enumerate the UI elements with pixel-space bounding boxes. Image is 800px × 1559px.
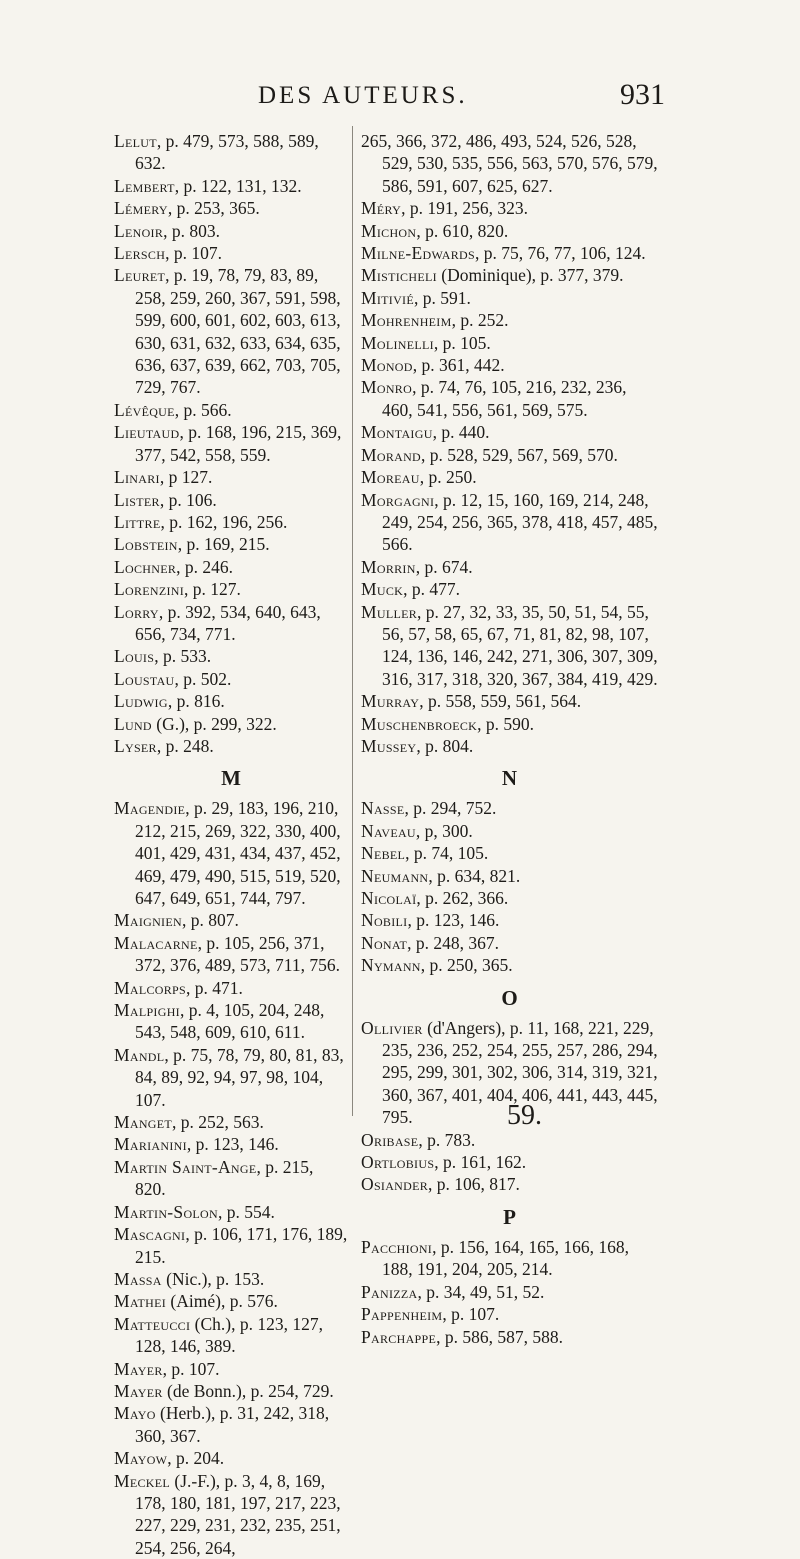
page-references: , p. 252.	[451, 310, 509, 331]
page-references: , p. 248.	[156, 735, 214, 756]
index-entry	[114, 977, 348, 999]
index-entry	[114, 932, 348, 977]
index-entry	[114, 1156, 348, 1201]
index-entry	[114, 130, 348, 175]
column-divider	[352, 126, 353, 1116]
index-entry	[114, 735, 348, 757]
author-name: Martin-Solon	[114, 1201, 218, 1222]
author-name: Marianini	[114, 1134, 187, 1155]
index-entry	[114, 421, 348, 466]
author-name: Mascagni	[114, 1224, 186, 1245]
page-references: , p. 168, 196, 215, 369, 377, 542, 558, 559.	[135, 422, 342, 465]
index-entry	[114, 1380, 348, 1402]
index-entry	[114, 1111, 348, 1133]
author-name: Lémery	[114, 198, 168, 219]
page-references: 265, 366, 372, 486, 493, 524, 526, 528, 529, 530, 535, 556, 563, 570, 576, 579, 586, 591, 607, 625, 627.	[361, 131, 658, 196]
author-name: Lund	[114, 713, 152, 734]
author-name: Malacarne	[114, 932, 198, 953]
author-name: Muschenbroeck	[361, 713, 478, 734]
index-entry	[114, 511, 348, 533]
index-entry	[361, 197, 658, 219]
author-name: Misticheli	[361, 265, 437, 286]
author-name: Lévêque	[114, 399, 175, 420]
page-references: , p. 106, 817.	[428, 1174, 520, 1195]
index-entry	[361, 242, 658, 264]
author-name: Morgagni	[361, 489, 435, 510]
index-entry	[361, 332, 658, 354]
page-references: , p. 204.	[167, 1448, 225, 1469]
index-entry	[361, 287, 658, 309]
page-references: , p. 610, 820.	[416, 220, 509, 241]
author-name: Pappenheim	[361, 1304, 443, 1325]
page-references: , p. 566.	[174, 399, 232, 420]
page-references: , p. 107.	[162, 1358, 220, 1379]
author-name: Massa	[114, 1268, 162, 1289]
page-references: , p. 29, 183, 196, 210, 212, 215, 269, 322, 330, 400, 401, 429, 431, 434, 437, 452, 469, 479, 490, 515, 519, 520, 647, 649, 651, 744, 797.	[135, 798, 341, 908]
page-references: , p. 106, 171, 176, 189, 215.	[135, 1224, 348, 1267]
page-references: , p. 783.	[418, 1129, 476, 1150]
index-entry	[114, 909, 348, 931]
index-entry	[114, 999, 348, 1044]
index-entry	[361, 1326, 658, 1348]
index-entry	[114, 797, 348, 909]
index-entry	[114, 264, 348, 398]
page-references: (d'Angers), p. 11, 168, 221, 229, 235, 236, 252, 254, 255, 257, 286, 294, 295, 299, 301, 302, 306, 314, 319, 321, 360, 367, 401, 404, 406, 441, 443, 445, 795.	[382, 1017, 658, 1128]
author-name: Mayer	[114, 1380, 163, 1401]
author-name: Manget	[114, 1112, 173, 1133]
page-references: , p. 252, 563.	[172, 1112, 264, 1133]
page-references: , p. 262, 366.	[416, 888, 509, 908]
page-references: , p. 674.	[415, 556, 473, 577]
author-name: Moreau	[361, 467, 420, 488]
page-references: , p. 804.	[416, 735, 474, 756]
index-entry	[114, 1358, 348, 1380]
author-name: Mitivié	[361, 287, 414, 308]
page-references: , p. 107.	[442, 1304, 500, 1325]
section-letter: O	[501, 985, 518, 1010]
index-entry	[114, 1470, 348, 1559]
author-name: Mandl	[114, 1044, 165, 1065]
index-entry	[114, 1133, 348, 1155]
index-entry	[361, 865, 658, 887]
author-name: Martin Saint-Ange	[114, 1156, 257, 1177]
index-entry	[361, 954, 658, 976]
page-references: , p. 123, 146.	[186, 1134, 279, 1155]
index-entry	[361, 842, 658, 864]
author-name: Lorenzini	[114, 579, 185, 600]
index-entry	[114, 578, 348, 600]
index-entry	[114, 1044, 348, 1111]
page-references: , p. 586, 587, 588.	[436, 1326, 563, 1347]
author-name: Littre	[114, 511, 161, 532]
page-references: , p. 105.	[433, 332, 491, 353]
page-references: , p. 528, 529, 567, 569, 570.	[421, 444, 618, 465]
index-entry	[361, 735, 658, 757]
author-name: Malcorps	[114, 977, 186, 998]
page-references: , p. 250.	[419, 467, 477, 488]
page-references: , p. 105, 256, 371, 372, 376, 489, 573, 711, 756.	[135, 932, 340, 976]
index-entry	[114, 645, 348, 667]
author-name: Parchappe	[361, 1326, 437, 1347]
page-references: , p. 554.	[218, 1201, 275, 1222]
page-references: , p. 253, 365.	[167, 198, 260, 219]
index-entry	[361, 713, 658, 735]
page-references: , p. 34, 49, 51, 52.	[417, 1281, 545, 1302]
author-name: Panizza	[361, 1281, 418, 1302]
index-entry	[361, 932, 658, 954]
author-name: Méry	[361, 198, 402, 219]
author-name: Lister	[114, 489, 160, 510]
index-entry	[361, 797, 658, 819]
page-references: (Ch.), p. 123, 127, 128, 146, 389.	[135, 1313, 323, 1357]
index-entry	[361, 578, 658, 600]
author-name: Ollivier	[361, 1017, 423, 1038]
author-name: Mayo	[114, 1403, 156, 1424]
page-references: , p. 294, 752.	[404, 798, 497, 819]
author-name: Lenoir	[114, 220, 164, 241]
index-entry	[114, 668, 348, 690]
author-name: Naveau	[361, 820, 416, 841]
page-references: , p. 156, 164, 165, 166, 168, 188, 191, 204, 205, 214.	[382, 1236, 629, 1280]
index-entry	[114, 601, 348, 646]
author-name: Meckel	[114, 1470, 171, 1491]
page-references: , p. 816.	[167, 691, 225, 712]
author-name: Montaigu	[361, 422, 433, 443]
page-references: , p. 250, 365.	[420, 955, 513, 976]
index-entry	[114, 1201, 348, 1223]
index-entry	[361, 421, 658, 443]
author-name: Lersch	[114, 243, 166, 264]
page-references: (de Bonn.), p. 254, 729.	[162, 1380, 334, 1401]
page-references: (J.-F.), p. 3, 4, 8, 169, 178, 180, 181, 197, 217, 223, 227, 229, 231, 232, 235, 251, 254, 256, 264,	[135, 1470, 341, 1558]
page-references: , p. 74, 105.	[405, 843, 489, 864]
author-name: Muller	[361, 601, 418, 622]
index-entry	[114, 466, 348, 488]
index-entry	[361, 264, 658, 286]
author-name: Morrin	[361, 556, 416, 577]
page-references: (Herb.), p. 31, 242, 318, 360, 367.	[135, 1403, 330, 1446]
index-entry	[361, 354, 658, 376]
page-references: , p. 107.	[165, 243, 223, 264]
author-name: Nebel	[361, 843, 406, 864]
index-entry	[361, 887, 658, 909]
author-name: Lembert	[114, 175, 175, 196]
author-name: Nicolaï	[361, 888, 417, 908]
index-entry	[361, 1173, 658, 1195]
author-name: Mathei	[114, 1291, 167, 1312]
author-name: Lorry	[114, 601, 159, 622]
index-entry	[361, 1129, 658, 1151]
author-name: Muck	[361, 579, 404, 600]
index-entry	[114, 1447, 348, 1469]
index-entry	[361, 601, 658, 691]
page-references: , p. 361, 442.	[412, 355, 505, 376]
index-entry-continuation	[361, 130, 658, 197]
section-letter: M	[221, 766, 241, 791]
page-references: , p. 803.	[163, 220, 221, 241]
index-entry	[361, 1236, 658, 1281]
author-name: Milne-Edwards	[361, 243, 475, 264]
index-entry	[114, 690, 348, 712]
page-references: , p. 19, 78, 79, 83, 89, 258, 259, 260, 367, 591, 598, 599, 600, 601, 602, 603, 613, 630, 631, 632, 633, 634, 635, 636, 637, 639, 662, 703, 705, 729, 767.	[135, 265, 341, 398]
author-name: Michon	[361, 220, 417, 241]
page-references: , p. 191, 256, 323.	[401, 198, 528, 219]
page-references: , p. 392, 534, 640, 643, 656, 734, 771.	[135, 601, 321, 644]
author-name: Mussey	[361, 735, 417, 756]
author-name: Oribase	[361, 1129, 419, 1150]
author-name: Leuret	[114, 265, 166, 286]
index-column-right	[361, 130, 658, 1348]
author-name: Mayow	[114, 1448, 168, 1469]
page-references: , p. 591.	[413, 287, 471, 308]
page-references: , p. 123, 146.	[407, 910, 500, 931]
index-entry	[361, 444, 658, 466]
author-name: Nymann	[361, 955, 421, 976]
author-name: Nonat	[361, 932, 408, 953]
index-entry	[114, 1223, 348, 1268]
author-name: Lyser	[114, 735, 157, 756]
page-references: , p. 161, 162.	[434, 1152, 527, 1173]
page-references: , p. 215, 820.	[135, 1156, 314, 1200]
page-references: (G.), p. 299, 322.	[151, 713, 277, 734]
page-references: , p. 127.	[184, 579, 241, 600]
index-entry	[114, 1313, 348, 1358]
page-references: (Dominique), p. 377, 379.	[436, 265, 624, 286]
author-name: Lelut	[114, 131, 157, 151]
index-entry	[114, 1268, 348, 1290]
index-entry	[114, 175, 348, 197]
index-entry	[361, 1303, 658, 1325]
page-references: , p. 162, 196, 256.	[160, 511, 288, 532]
page-references: (Aimé), p. 576.	[166, 1291, 278, 1312]
author-name: Lochner	[114, 556, 177, 577]
index-column-left	[114, 130, 348, 1559]
author-name: Magendie	[114, 798, 186, 819]
index-entry	[361, 309, 658, 331]
index-entry	[361, 1151, 658, 1173]
author-name: Loustau	[114, 668, 175, 689]
page-references: , p. 169, 215.	[177, 534, 270, 555]
author-name: Mayer	[114, 1358, 163, 1379]
index-entry	[114, 489, 348, 511]
index-entry	[114, 533, 348, 555]
page-header	[0, 78, 800, 122]
page-references: , p. 471.	[185, 977, 243, 998]
author-name: Neumann	[361, 865, 429, 886]
page-references: , p. 634, 821.	[428, 865, 521, 886]
author-name: Monod	[361, 355, 413, 376]
page-references: , p. 74, 76, 105, 216, 232, 236, 460, 541, 556, 561, 569, 575.	[382, 377, 627, 420]
author-name: Matteucci	[114, 1313, 191, 1334]
author-name: Ludwig	[114, 691, 168, 712]
author-name: Monro	[361, 377, 413, 398]
index-entry	[114, 399, 348, 421]
index-entry	[114, 1290, 348, 1312]
author-name: Lobstein	[114, 534, 178, 555]
index-entry	[361, 690, 658, 712]
page-references: , p. 75, 76, 77, 106, 124.	[474, 243, 646, 264]
page-references: , p. 590.	[477, 713, 535, 734]
author-name: Molinelli	[361, 332, 434, 353]
page-references: , p. 27, 32, 33, 35, 50, 51, 54, 55, 56, 57, 58, 65, 67, 71, 81, 82, 98, 107, 124, 136, 146, 242, 271, 306, 307, 309, 316, 317, 318, 320, 367, 384, 419, 429.	[382, 601, 658, 689]
section-letter: N	[501, 766, 518, 791]
author-name: Murray	[361, 691, 420, 712]
author-name: Louis	[114, 646, 155, 667]
index-entry	[361, 376, 658, 421]
page-references: , p. 246.	[176, 556, 234, 577]
index-entry	[361, 909, 658, 931]
page-references: , p. 502.	[174, 668, 232, 689]
page-references: , p. 440.	[432, 422, 490, 443]
page-references: , p. 807.	[181, 910, 239, 931]
page-references: , p. 477.	[403, 579, 460, 600]
author-name: Ortlobius	[361, 1152, 435, 1173]
index-entry	[361, 556, 658, 578]
author-name: Maignien	[114, 910, 182, 931]
author-name: Pacchioni	[361, 1236, 433, 1257]
page-references: , p. 12, 15, 160, 169, 214, 248, 249, 254, 256, 365, 378, 418, 457, 485, 566.	[382, 489, 658, 555]
index-entry	[114, 197, 348, 219]
page-references: (Nic.), p. 153.	[161, 1268, 265, 1289]
author-name: Linari	[114, 467, 160, 488]
page-references: , p. 75, 78, 79, 80, 81, 83, 84, 89, 92, 94, 97, 98, 104, 107.	[135, 1044, 344, 1110]
author-name: Malpighi	[114, 1000, 180, 1021]
page-references: , p. 479, 573, 588, 589, 632.	[135, 131, 319, 174]
author-name: Osiander	[361, 1174, 429, 1195]
index-entry	[361, 1281, 658, 1303]
page-references: , p, 300.	[415, 820, 473, 841]
author-name: Mohrenheim	[361, 310, 452, 331]
index-entry	[114, 242, 348, 264]
index-entry	[361, 220, 658, 242]
page-references: , p. 558, 559, 561, 564.	[419, 691, 582, 712]
author-name: Nasse	[361, 798, 405, 819]
index-entry	[114, 220, 348, 242]
page-references: , p 127.	[159, 467, 213, 488]
index-entry	[361, 820, 658, 842]
page-references: , p. 4, 105, 204, 248, 543, 548, 609, 610, 611.	[135, 1000, 325, 1043]
section-letter: P	[503, 1204, 516, 1229]
page-references: , p. 106.	[159, 489, 217, 510]
index-entry	[114, 713, 348, 735]
running-head: DES AUTEURS.	[258, 82, 468, 109]
page-number: 931	[620, 78, 665, 111]
index-entry	[361, 489, 658, 556]
signature-mark: 59.	[507, 1100, 542, 1131]
index-entry	[114, 556, 348, 578]
index-entry	[361, 466, 658, 488]
author-name: Lieutaud	[114, 422, 180, 443]
page-references: , p. 248, 367.	[407, 932, 500, 953]
index-entry	[114, 1402, 348, 1447]
page-references: , p. 533.	[154, 646, 212, 667]
author-name: Nobili	[361, 910, 408, 931]
author-name: Morand	[361, 444, 422, 465]
page-references: , p. 122, 131, 132.	[174, 175, 302, 196]
